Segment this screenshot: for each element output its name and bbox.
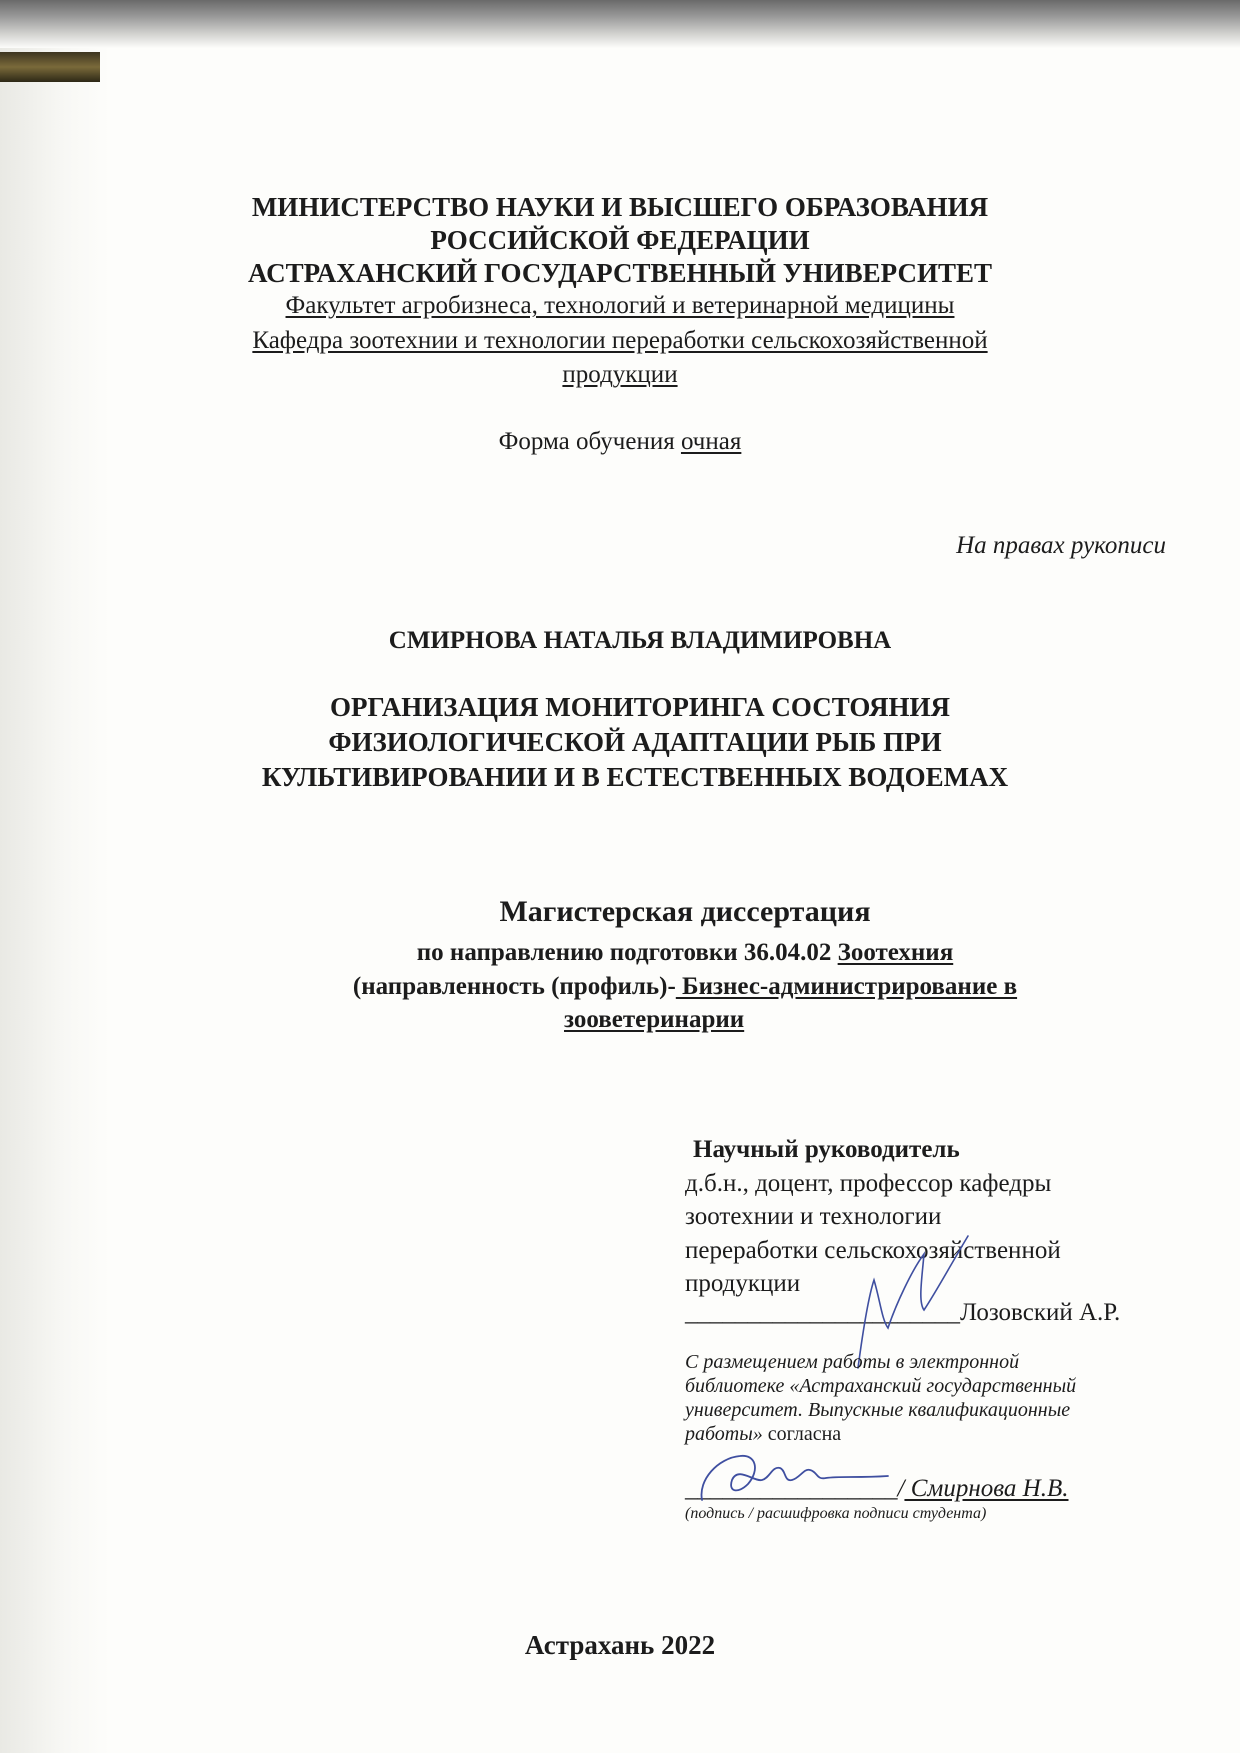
supervisor-line-2: зоотехнии и технологии: [685, 1203, 942, 1230]
supervisor-heading: Научный руководитель: [693, 1136, 960, 1163]
direction-name: Зоотехния: [837, 939, 954, 966]
binding-strip: [0, 52, 100, 82]
direction-line: [0, 939, 1240, 967]
department-line-2: продукции: [562, 361, 678, 388]
direction-prefix: по направлению подготовки 36.04.02: [416, 939, 832, 966]
signature-caption: (подпись / расшифровка подписи студента): [685, 1505, 987, 1522]
thesis-title-line-3: КУЛЬТИВИРОВАНИИ И В ЕСТЕСТВЕННЫХ ВОДОЕМАХ: [261, 762, 1009, 792]
author-name: СМИРНОВА НАТАЛЬЯ ВЛАДИМИРОВНА: [388, 627, 892, 654]
consent-line-4-main: работы»: [685, 1423, 763, 1445]
thesis-title-line-2: ФИЗИОЛОГИЧЕСКОЙ АДАПТАЦИИ РЫБ ПРИ: [328, 727, 942, 757]
consent-agree: согласна: [762, 1423, 842, 1445]
faculty-name: Факультет агробизнеса, технологий и ветеринарной медицины: [285, 292, 955, 319]
student-blank: _________________: [685, 1475, 898, 1502]
study-form-value: очная: [680, 428, 742, 455]
ministry-line-1: МИНИСТЕРСТВО НАУКИ И ВЫСШЕГО ОБРАЗОВАНИЯ: [251, 192, 989, 222]
department-line-1: Кафедра зоотехнии и технологии переработки сельскохозяйственной: [252, 327, 988, 354]
manuscript-note: На правах рукописи: [956, 532, 1166, 559]
student-name: Смирнова Н.В.: [904, 1475, 1069, 1502]
work-type: Магистерская диссертация: [499, 895, 871, 928]
ministry-line-2: РОССИЙСКОЙ ФЕДЕРАЦИИ: [430, 225, 810, 255]
study-form-label: Форма обучения: [498, 428, 675, 455]
supervisor-line-3: переработки сельскохозяйственной: [685, 1237, 1061, 1264]
profile-prefix: (направленность (профиль)-: [352, 973, 676, 1000]
profile-line-2: зооветеринарии: [564, 1006, 745, 1033]
thesis-title-line-1: ОРГАНИЗАЦИЯ МОНИТОРИНГА СОСТОЯНИЯ: [330, 692, 950, 722]
profile-line-1: [0, 973, 1240, 1001]
student-slash: /: [897, 1475, 905, 1502]
consent-line-1: С размещением работы в электронной: [685, 1351, 1020, 1373]
supervisor-line-1: д.б.н., доцент, профессор кафедры: [685, 1170, 1052, 1197]
university-name: АСТРАХАНСКИЙ ГОСУДАРСТВЕННЫЙ УНИВЕРСИТЕТ: [248, 258, 992, 288]
supervisor-blank: ______________________: [685, 1299, 960, 1326]
scan-top-edge: [0, 0, 1240, 48]
consent-line-3: университет. Выпускные квалификационные: [685, 1399, 1071, 1421]
supervisor-name: Лозовский А.Р.: [960, 1299, 1121, 1326]
supervisor-line-4: продукции: [685, 1270, 801, 1297]
study-form: [0, 428, 1240, 456]
consent-line-2: библиотеке «Астраханский государственный: [685, 1375, 1077, 1397]
profile-name-1: Бизнес-администрирование в: [675, 973, 1018, 1000]
city-year: Астрахань 2022: [524, 1630, 716, 1660]
student-signature: [688, 1440, 898, 1510]
